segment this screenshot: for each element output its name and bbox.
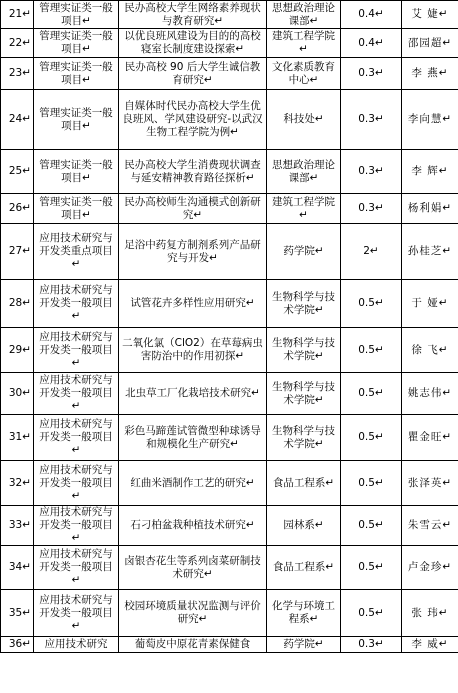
funding-cell: 0.5↵ [341,506,402,546]
row-number-cell: 22↵ [1,29,34,58]
row-number-cell: 36↵ [1,637,34,653]
table-row [1,224,458,280]
project-type-cell: 应用技术研究与开发类一般项目↵ [34,506,119,546]
department-cell: 生物科学与技术学院↵ [267,328,341,373]
row-number-cell: 31↵ [1,415,34,461]
department-cell: 药学院↵ [267,224,341,280]
project-title-cell: 自媒体时代民办高校大学生优良班风、学风建设研究-以武汉生物工程学院为例↵ [119,90,267,150]
project-type-cell: 应用技术研究与开发类一般项目↵ [34,328,119,373]
row-number-cell: 35↵ [1,590,34,637]
project-type-cell: 应用技术研究与开发类一般项目↵ [34,590,119,637]
table-row [1,546,458,590]
project-leader-cell: 孙桂芝↵ [402,224,458,280]
project-title-cell: 足浴中药复方制剂系列产品研究与开发↵ [119,224,267,280]
project-title-cell: 民办高校大学生消费现状调查与延安精神教育路径探析↵ [119,150,267,194]
project-leader-cell: 张 玮↵ [402,590,458,637]
project-leader-cell: 李 威↵ [402,637,458,653]
project-title-cell: 彩色马蹄莲试管微型种球诱导和规模化生产研究↵ [119,415,267,461]
department-cell: 生物科学与技术学院↵ [267,280,341,328]
project-type-cell: 应用技术研究与开发类一般项目↵ [34,373,119,415]
project-leader-cell: 姚志伟↵ [402,373,458,415]
project-title-cell: 试管花卉多样性应用研究↵ [119,280,267,328]
funding-cell: 0.5↵ [341,373,402,415]
row-number-cell: 29↵ [1,328,34,373]
funding-cell: 0.5↵ [341,415,402,461]
project-leader-cell: 徐 飞↵ [402,328,458,373]
table-row [1,58,458,90]
project-table-body [1,1,458,653]
project-leader-cell: 李 辉↵ [402,150,458,194]
row-number-cell: 23↵ [1,58,34,90]
table-row [1,415,458,461]
funding-cell: 2↵ [341,224,402,280]
project-title-cell: 葡萄皮中原花青素保健食 [119,637,267,653]
department-cell: 食品工程系↵ [267,546,341,590]
project-title-cell: 二氧化氯（ClO2）在草莓病虫害防治中的作用初探↵ [119,328,267,373]
project-type-cell: 应用技术研究与开发类一般项目↵ [34,546,119,590]
project-leader-cell: 邵园超↵ [402,29,458,58]
project-leader-cell: 李 燕↵ [402,58,458,90]
project-leader-cell: 卢金珍↵ [402,546,458,590]
department-cell: 药学院↵ [267,637,341,653]
table-row [1,590,458,637]
project-title-cell: 校园环境质量状况监测与评价研究↵ [119,590,267,637]
project-leader-cell: 艾 婕↵ [402,1,458,29]
table-row [1,637,458,653]
funding-cell: 0.3↵ [341,58,402,90]
department-cell: 生物科学与技术学院↵ [267,373,341,415]
funding-cell: 0.5↵ [341,461,402,506]
project-type-cell: 应用技术研究与开发类重点项目↵ [34,224,119,280]
row-number-cell: 33↵ [1,506,34,546]
table-row [1,506,458,546]
row-number-cell: 27↵ [1,224,34,280]
row-number-cell: 24↵ [1,90,34,150]
funding-cell: 0.5↵ [341,328,402,373]
project-title-cell: 石刁柏盆栽种植技术研究↵ [119,506,267,546]
table-row [1,194,458,224]
department-cell: 园林系↵ [267,506,341,546]
department-cell: 建筑工程学院↵ [267,194,341,224]
table-row [1,150,458,194]
project-title-cell: 民办高校师生沟通模式创新研究↵ [119,194,267,224]
department-cell: 思想政治理论课部↵ [267,1,341,29]
project-type-cell: 应用技术研究与开发类一般项目↵ [34,280,119,328]
row-number-cell: 25↵ [1,150,34,194]
project-type-cell: 应用技术研究 [34,637,119,653]
department-cell: 思想政治理论课部↵ [267,150,341,194]
project-type-cell: 应用技术研究与开发类一般项目↵ [34,415,119,461]
row-number-cell: 21↵ [1,1,34,29]
row-number-cell: 34↵ [1,546,34,590]
project-type-cell: 管理实证类一般项目↵ [34,58,119,90]
funding-cell: 0.3↵ [341,637,402,653]
project-type-cell: 应用技术研究与开发类一般项目↵ [34,461,119,506]
project-type-cell: 管理实证类一般项目↵ [34,150,119,194]
department-cell: 科技处↵ [267,90,341,150]
table-row [1,280,458,328]
row-number-cell: 26↵ [1,194,34,224]
table-row [1,373,458,415]
funding-cell: 0.5↵ [341,546,402,590]
table-row [1,90,458,150]
project-title-cell: 民办高校大学生网络素养现状与教育研究↵ [119,1,267,29]
department-cell: 食品工程系↵ [267,461,341,506]
project-title-cell: 北虫草工厂化栽培技术研究↵ [119,373,267,415]
project-leader-cell: 李向慧↵ [402,90,458,150]
funding-cell: 0.3↵ [341,194,402,224]
funding-cell: 0.5↵ [341,590,402,637]
project-title-cell: 卤银杏花生等系列卤菜研制技术研究↵ [119,546,267,590]
department-cell: 化学与环境工程系↵ [267,590,341,637]
table-row [1,1,458,29]
project-title-cell: 红曲米酒制作工艺的研究↵ [119,461,267,506]
project-type-cell: 管理实证类一般项目↵ [34,29,119,58]
funding-cell: 0.3↵ [341,90,402,150]
row-number-cell: 32↵ [1,461,34,506]
funding-cell: 0.4↵ [341,29,402,58]
department-cell: 建筑工程学院↵ [267,29,341,58]
department-cell: 生物科学与技术学院↵ [267,415,341,461]
project-leader-cell: 瞿金旺↵ [402,415,458,461]
funding-cell: 0.4↵ [341,1,402,29]
department-cell: 文化素质教育中心↵ [267,58,341,90]
project-title-cell: 以优良班风建设为目的的高校寝室长制度建设探索↵ [119,29,267,58]
project-type-cell: 管理实证类一般项目↵ [34,194,119,224]
funding-cell: 0.3↵ [341,150,402,194]
project-type-cell: 管理实证类一般项目↵ [34,90,119,150]
table-row [1,29,458,58]
table-row [1,328,458,373]
row-number-cell: 30↵ [1,373,34,415]
project-title-cell: 民办高校 90 后大学生诚信教育研究↵ [119,58,267,90]
funding-cell: 0.5↵ [341,280,402,328]
row-number-cell: 28↵ [1,280,34,328]
project-type-cell: 管理实证类一般项目↵ [34,1,119,29]
project-leader-cell: 张泽英↵ [402,461,458,506]
project-leader-cell: 于 娅↵ [402,280,458,328]
table-row [1,461,458,506]
project-leader-cell: 杨利娟↵ [402,194,458,224]
project-leader-cell: 朱雪云↵ [402,506,458,546]
